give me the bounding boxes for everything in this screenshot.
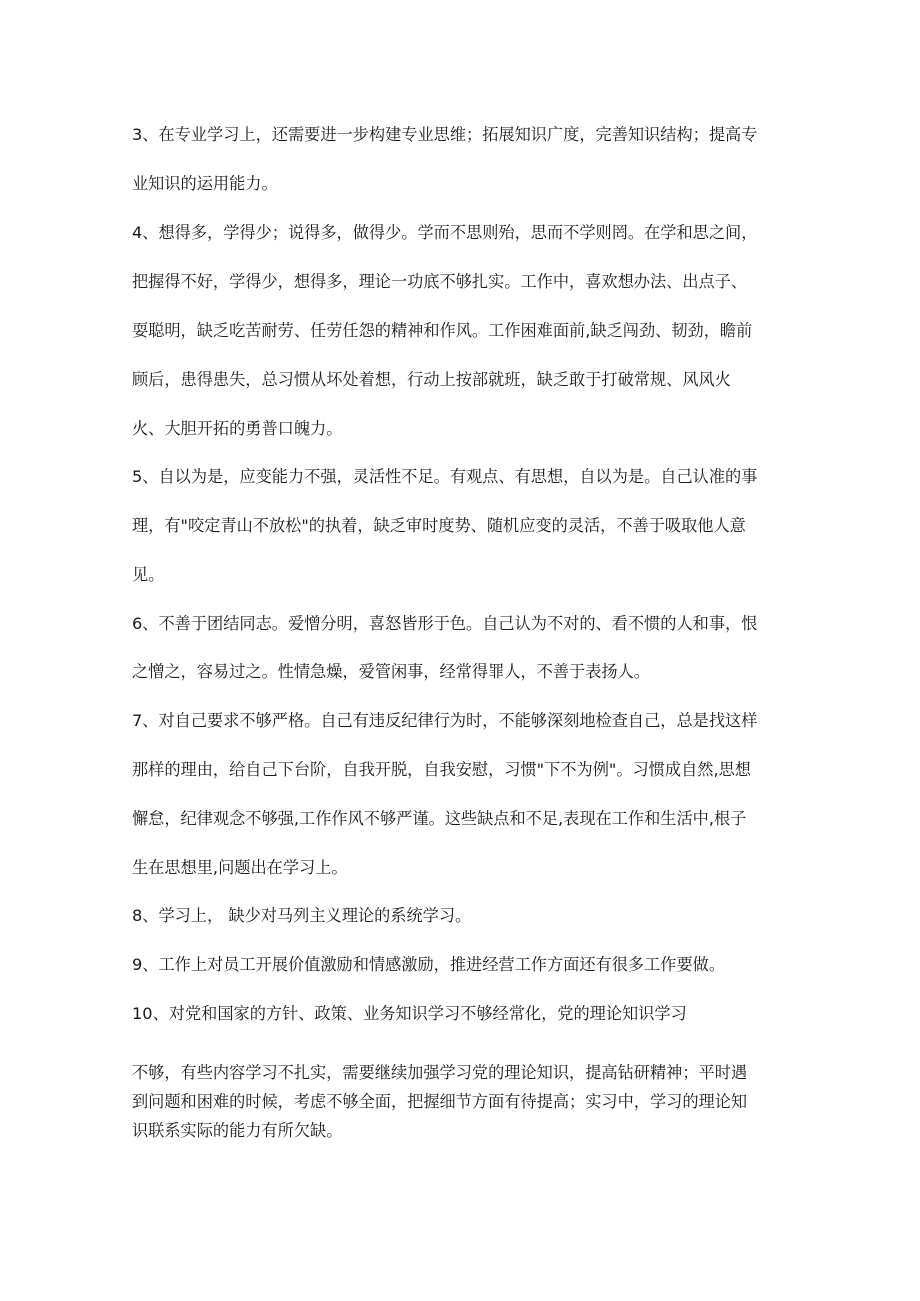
item-4-line-4: 顾后，患得患失，总习惯从坏处着想，行动上按部就班，缺乏敢于打破常规、风风火 [132,370,731,389]
closing-line-2: 到问题和困难的时候，考虑不够全面，把握细节方面有待提高；实习中，学习的理论知 [132,1092,748,1111]
item-6-line-2: 之憎之，容易过之。性情急燥，爱管闲事，经常得罪人，不善于表扬人。 [132,662,650,681]
item-4-line-2: 把握得不好，学得少，想得多，理论一功底不够扎实。工作中，喜欢想办法、出点子、 [132,272,748,291]
item-5-line-3: 见。 [132,565,165,584]
item-7-line-4: 生在思想里,问题出在学习上。 [132,858,348,877]
closing-line-1: 不够，有些内容学习不扎实，需要继续加强学习党的理论知识，提高钻研精神；平时遇 [132,1063,748,1082]
item-4-line-3: 耍聪明，缺乏吃苦耐劳、任劳任怨的精神和作风。工作困难面前,缺乏闯劲、韧劲，瞻前 [132,321,753,340]
item-4-line-1: 4、想得多，学得少；说得多，做得少。学而不思则殆，思而不学则罔。在学和思之间， [132,223,758,242]
closing-line-3: 识联系实际的能力有所欠缺。 [132,1121,343,1140]
item-5-line-2: 理，有"咬定青山不放松"的执着，缺乏审时度势、随机应变的灵活，不善于吸取他人意 [132,516,746,535]
item-4-line-5: 火、大胆开拓的勇普口魄力。 [132,419,343,438]
item-7-line-2: 那样的理由，给自己下台阶，自我开脱，自我安慰，习惯"下不为例"。习惯成自然,思想 [132,760,751,779]
item-10-line-1: 10、对党和国家的方针、政策、业务知识学习不够经常化，党的理论知识学习 [132,1004,687,1023]
item-5-line-1: 5、自以为是，应变能力不强，灵活性不足。有观点、有思想，自以为是。自己认准的事 [132,467,758,486]
item-9-line-1: 9、工作上对员工开展价值激励和情感激励，推进经营工作方面还有很多工作要做。 [132,955,726,974]
item-3-line-1: 3、在专业学习上，还需要进一步构建专业思维；拓展知识广度，完善知识结构；提高专 [132,125,758,144]
item-7-line-1: 7、对自己要求不够严格。自己有违反纪律行为时，不能够深刻地检查自己，总是找这样 [132,711,758,730]
item-6-line-1: 6、不善于团结同志。爱憎分明，喜怒皆形于色。自己认为不对的、看不惯的人和事，恨 [132,614,758,633]
item-8-line-1: 8、学习上， 缺少对马列主义理论的系统学习。 [132,906,472,925]
item-3-line-2: 业知识的运用能力。 [132,174,278,193]
item-7-line-3: 懈怠，纪律观念不够强,工作作风不够严谨。这些缺点和不足,表现在工作和生活中,根子 [132,809,747,828]
